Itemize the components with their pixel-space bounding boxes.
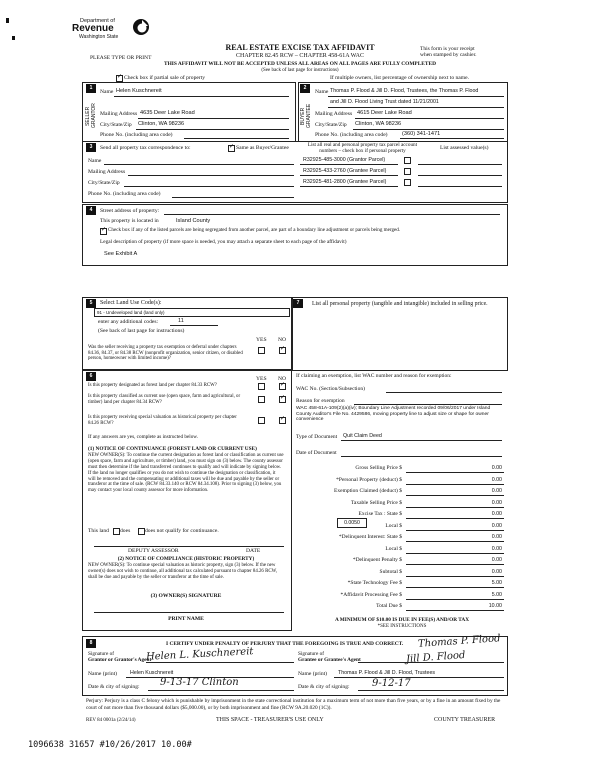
doc-date-label: Date of Document <box>296 450 337 456</box>
seller-city-label: City/State/Zip <box>100 122 132 128</box>
certify-statement: I CERTIFY UNDER PENALTY OF PERJURY THAT THE FOREGOING IS TRUE AND CORRECT. <box>166 641 404 647</box>
section-2-badge: 2 <box>300 84 310 93</box>
street-label: Street address of property: <box>100 208 160 214</box>
this-land-label: This land <box>88 528 109 534</box>
land-use-yes-header: YES <box>256 337 267 343</box>
parcel-1-personal-checkbox[interactable] <box>404 157 411 164</box>
buyer-side-label: BUYER GRANTEE <box>300 103 312 129</box>
notice2-text: NEW OWNER(S): To continue special valuation as historic property, sign (3) below. If the new owner(s) does not wish to continue, all additional tax calculated pursuant to chapter 84.26 RCW, shall be due and payable by the seller or transferor at the time of sale. <box>88 563 278 580</box>
tax-row-value: 0.00 <box>491 488 502 494</box>
seller-name-label: Name <box>100 89 114 95</box>
parcel-3-personal-checkbox[interactable] <box>404 179 411 186</box>
grantor-name: Helen Kuschnereit <box>130 670 174 676</box>
tax-row-label: Local $ <box>385 545 402 552</box>
buyer-city: Clinton, WA 98236 <box>355 121 402 127</box>
tax-row-label: Total Due $ <box>376 603 402 609</box>
section-6 <box>82 369 292 631</box>
tax-row-label: Gross Selling Price $ <box>355 465 402 471</box>
tax-row-label: *Personal Property (deduct) $ <box>336 476 402 483</box>
s6-no-header: NO <box>278 376 287 382</box>
grantee-signature-1: Thomas P. Flood <box>417 633 501 650</box>
historic-no-checkbox[interactable] <box>279 417 286 424</box>
grantee-sig-label: Signature of Grantee or Grantee's Agent <box>298 651 361 664</box>
section-7-badge: 7 <box>293 299 303 308</box>
same-as-buyer-checkbox[interactable] <box>228 145 235 152</box>
forest-yes-checkbox[interactable] <box>258 383 265 390</box>
local-rate-box <box>337 518 367 528</box>
scan-mark <box>6 18 9 23</box>
grantor-name-label: Name (print) <box>88 671 118 677</box>
partial-sale-label: Check box if partial sale of property <box>124 75 206 81</box>
section-6-badge: 6 <box>86 372 96 381</box>
multiple-owners-note: If multiple owners, list percentage of ownership next to name. <box>330 75 470 81</box>
local-rate-value: 0.0050 <box>344 520 360 526</box>
additional-codes-value: 11 <box>178 318 184 324</box>
historic-question: Is this property receiving special valuation as historical property per chapter 84.26 RCW? <box>88 415 237 426</box>
tax-row-value: 10.00 <box>488 603 502 609</box>
tax-row-label: Exemption Claimed (deduct) $ <box>334 488 402 494</box>
tax-row-label: *Delinquent Interest: State $ <box>338 534 402 540</box>
section-5-badge: 5 <box>86 299 96 308</box>
forest-no-checkbox[interactable] <box>279 383 286 390</box>
grantee-name: Thomas P. Flood & Jill D. Flood, Trustees <box>338 670 436 676</box>
deputy-assessor-label: DEPUTY ASSESSOR <box>128 548 179 554</box>
reason-label: Reason for exemption <box>296 398 345 404</box>
legal-label: Legal description of property (if more space is needed, you may attach a separate sheet to each page of the affidavit) <box>100 239 347 245</box>
tax-row-value: 0.00 <box>491 476 502 483</box>
notice2-title: (2) NOTICE OF COMPLIANCE (HISTORIC PROPERTY) <box>117 556 255 562</box>
revenue-logo-icon <box>132 18 150 36</box>
tax-row-value: 5.00 <box>491 591 502 598</box>
land-use-label: Select Land Use Code(s): <box>100 300 162 306</box>
does-checkbox[interactable] <box>113 528 120 535</box>
land-use-select-value: 91 - Undeveloped land (land only) <box>97 310 165 315</box>
corr-name-label: Name <box>88 158 102 164</box>
land-use-select[interactable] <box>94 308 290 317</box>
corr-phone-label: Phone No. (including area code) <box>88 191 161 197</box>
section-8-badge: 8 <box>86 639 96 648</box>
minimum-due: A MINIMUM OF $10.00 IS DUE IN FEE(S) AND/OR TAX <box>334 617 470 623</box>
grantor-sig-label: Signature of Grantor or Grantor's Agent <box>88 651 152 664</box>
logo-line3: Washington State <box>79 34 119 40</box>
grantee-name-label: Name (print) <box>298 671 328 677</box>
scan-mark <box>12 36 15 40</box>
correspondence-label: Send all property tax correspondence to: <box>100 145 191 151</box>
receipt-note: This form is your receipt when stamped by cashier. <box>420 46 477 59</box>
buyer-name-label: Name <box>315 89 329 95</box>
current-use-no-checkbox[interactable] <box>279 396 286 403</box>
tax-row-value: 0.00 <box>491 499 502 506</box>
form-subtitle: CHAPTER 82.45 RCW – CHAPTER 458-61A WAC <box>236 53 364 59</box>
tax-row-label: Local $ <box>385 522 402 529</box>
form-title: REAL ESTATE EXCISE TAX AFFIDAVIT <box>225 43 375 52</box>
land-use-no-header: NO <box>278 337 287 343</box>
exempt-yes-checkbox[interactable] <box>258 347 265 354</box>
tax-row-value: 0.00 <box>491 568 502 575</box>
corr-mailing-label: Mailing Address <box>88 169 126 175</box>
buyer-name-line1: Thomas P. Flood & Jill D. Flood, Trustees, the Thomas P. Flood <box>330 88 479 94</box>
please-type: PLEASE TYPE OR PRINT <box>90 55 152 61</box>
land-use-see-back: (See back of last page for instructions) <box>98 328 185 334</box>
located-label: This property is located in <box>100 218 159 224</box>
grantee-date-city: 9-12-17 <box>372 678 411 689</box>
notice1-title: (1) NOTICE OF CONTINUANCE (FOREST LAND OR CURRENT USE) <box>88 446 257 452</box>
buyer-phone-label: Phone No. (including area code) <box>315 132 388 138</box>
personal-property-section <box>292 297 508 371</box>
seller-name: Helen Kuschnereit <box>116 88 162 94</box>
exemption-claim-label: If claiming an exemption, list WAC number and reason for exemption: <box>296 373 452 379</box>
parcels-header: List all real and personal property tax parcel account numbers – check box if personal property <box>307 142 418 154</box>
does-not-label: does not qualify for continuance. <box>145 528 219 534</box>
notice1-text: NEW OWNER(S): To continue the current designation as forest land or classification as current use (open space, farm and agriculture, or timber) land, you must sign on (3) below. The county assessor must then determine if the land transferred continues to qualify and will indicate by signing below. If the land no longer qualifies or you do not wish to continue the designation or classification, it will be removed and the compensating or additional taxes will be due and payable by the seller or transferor at the time of sale. (RCW 84.33.140 or RCW 84.34.108). Prior to signing (3) below, you may contact your local county assessor for more information. <box>88 453 284 494</box>
segregated-label: Check box if any of the listed parcels are being segregated from another parcel, are part of a boundary line adjustment or parcels being merged. <box>108 227 401 233</box>
see-back-note: (See back of last page for instructions) <box>261 68 339 73</box>
perjury-notice: Perjury: Perjury is a class C felony which is punishable by imprisonment in the state correctional institution for a maximum term of not more than five years, or by a fine in an amount fixed by the court of not more than five thousand dollars ($5,000.00), or by both imprisonment and fine (RCW 9A.20.020 (1C)). <box>86 698 501 711</box>
exempt-no-checkbox[interactable] <box>279 347 286 354</box>
print-name-label: PRINT NAME <box>168 616 204 622</box>
tax-row-label: *Delinquent Penalty $ <box>352 557 402 563</box>
seller-phone-label: Phone No. (including area code) <box>100 132 173 138</box>
tax-row-value: 0.00 <box>491 545 502 552</box>
tax-row-label: *State Technology Fee $ <box>347 580 402 586</box>
grantor-date-label: Date & city of signing: <box>88 684 140 690</box>
personal-property-label: List all personal property (tangible and intangible) included in selling price. <box>312 301 488 307</box>
legal-value: See Exhibit A <box>104 251 138 257</box>
section-3-badge: 3 <box>86 143 96 152</box>
owner-signature-label: (3) OWNER(S) SIGNATURE <box>150 593 222 599</box>
historic-yes-checkbox[interactable] <box>258 417 265 424</box>
see-instructions: *SEE INSTRUCTIONS <box>377 624 427 629</box>
corr-city-label: City/State/Zip <box>88 180 120 186</box>
grantee-signature-2: Jill D. Flood <box>405 649 466 666</box>
tax-row-value: 5.00 <box>491 580 502 586</box>
buyer-name-line2: and Jill D. Flood Living Trust dated 11/21/2001 <box>330 99 439 105</box>
buyer-phone: (360) 341-1471 <box>402 131 441 137</box>
does-not-checkbox[interactable] <box>138 528 145 535</box>
seller-mailing: 4635 Deer Lake Road <box>140 110 195 116</box>
section-1-badge: 1 <box>86 84 96 93</box>
deputy-date-label: DATE <box>246 548 261 554</box>
same-as-buyer-label: Same as Buyer/Grantee <box>236 145 289 151</box>
wac-label: WAC No. (Section/Subsection) <box>296 386 365 392</box>
partial-sale-checkbox[interactable] <box>116 75 123 82</box>
seller-city: Clinton, WA 98236 <box>138 121 185 127</box>
tax-row-value: 0.00 <box>491 522 502 529</box>
seller-mailing-label: Mailing Address <box>100 111 138 117</box>
county: Island County <box>176 218 211 224</box>
county-treasurer: COUNTY TREASURER <box>434 717 496 723</box>
parcel-2: R32925-433-2760 (Grantee Parcel) <box>303 168 387 174</box>
buyer-mailing-label: Mailing Address <box>315 111 353 117</box>
forest-question: Is this property designated as forest land per chapter 84.33 RCW? <box>88 383 217 388</box>
logo-line1: Department of <box>80 18 115 24</box>
reason-text: WAC 458-61A-109(2)(a)(iv); Boundary Line Adjustment recorded 09/06/2017 under Island County Auditor's File No. 4429586, moving property line to adjust size or shape for owner convenience <box>296 406 491 423</box>
seller-side-label: SELLER GRANTOR <box>85 103 97 129</box>
segregated-checkbox[interactable] <box>100 228 107 235</box>
logo-line2: Revenue <box>72 23 114 34</box>
assessed-header: List assessed value(s) <box>440 145 489 151</box>
tax-row-label: Excise Tax : State $ <box>358 511 402 517</box>
parcel-3: R32925-481-2800 (Grantee Parcel) <box>303 179 387 185</box>
tax-row-value: 0.00 <box>491 511 502 517</box>
grantor-signature: Helen L. Kuschnereit <box>145 646 254 663</box>
grantee-date-label: Date & city of signing: <box>298 684 350 690</box>
tax-row-value: 0.00 <box>491 534 502 540</box>
buyer-mailing: 4615 Deer Lake Road <box>357 110 412 116</box>
tax-row-label: Subtotal $ <box>379 568 402 575</box>
does-label: does <box>120 528 131 534</box>
section-4-badge: 4 <box>86 206 96 215</box>
doc-type-value: Quit Claim Deed <box>343 433 382 439</box>
treasurer-space: THIS SPACE - TREASURER'S USE ONLY <box>216 717 324 723</box>
grantor-date-city: 9-13-17 Clinton <box>160 677 239 688</box>
doc-type-label: Type of Document <box>296 434 338 440</box>
parcel-1: R32925-485-3000 (Grantor Parcel) <box>303 157 386 163</box>
additional-codes-label: enter any additional codes: <box>98 319 159 325</box>
tax-row-label: Taxable Selling Price $ <box>350 499 402 506</box>
department-logo <box>72 18 162 50</box>
buyer-city-label: City/State/Zip <box>315 122 347 128</box>
form-warning: THIS AFFIDAVIT WILL NOT BE ACCEPTED UNLESS ALL AREAS ON ALL PAGES ARE FULLY COMPLETED <box>163 61 436 67</box>
current-use-yes-checkbox[interactable] <box>258 396 265 403</box>
tax-row-label: *Affidavit Processing Fee $ <box>340 591 402 598</box>
form-revision: REV 84 0001a (2/24/14) <box>86 718 136 723</box>
exempt-question: Was the seller receiving a property tax exemption or deferral under chapters 84.36, 84.37, or 84.38 RCW (nonprofit organization, senior citizen, or disabled person, homeowner with limited income)? <box>88 345 243 362</box>
s6-yes-header: YES <box>256 376 267 382</box>
tax-row-value: 0.00 <box>491 557 502 563</box>
s6-instructions: If any answers are yes, complete as instructed below. <box>88 434 199 440</box>
current-use-question: Is this property classified as current use (open space, farm and agricultural, or timber) land per chapter 84.34 RCW? <box>88 394 241 405</box>
tax-row-value: 0.00 <box>491 465 502 471</box>
auditor-stamp: 1096638 31657 #10/26/2017 10.00# <box>28 740 192 750</box>
parcel-2-personal-checkbox[interactable] <box>404 168 411 175</box>
